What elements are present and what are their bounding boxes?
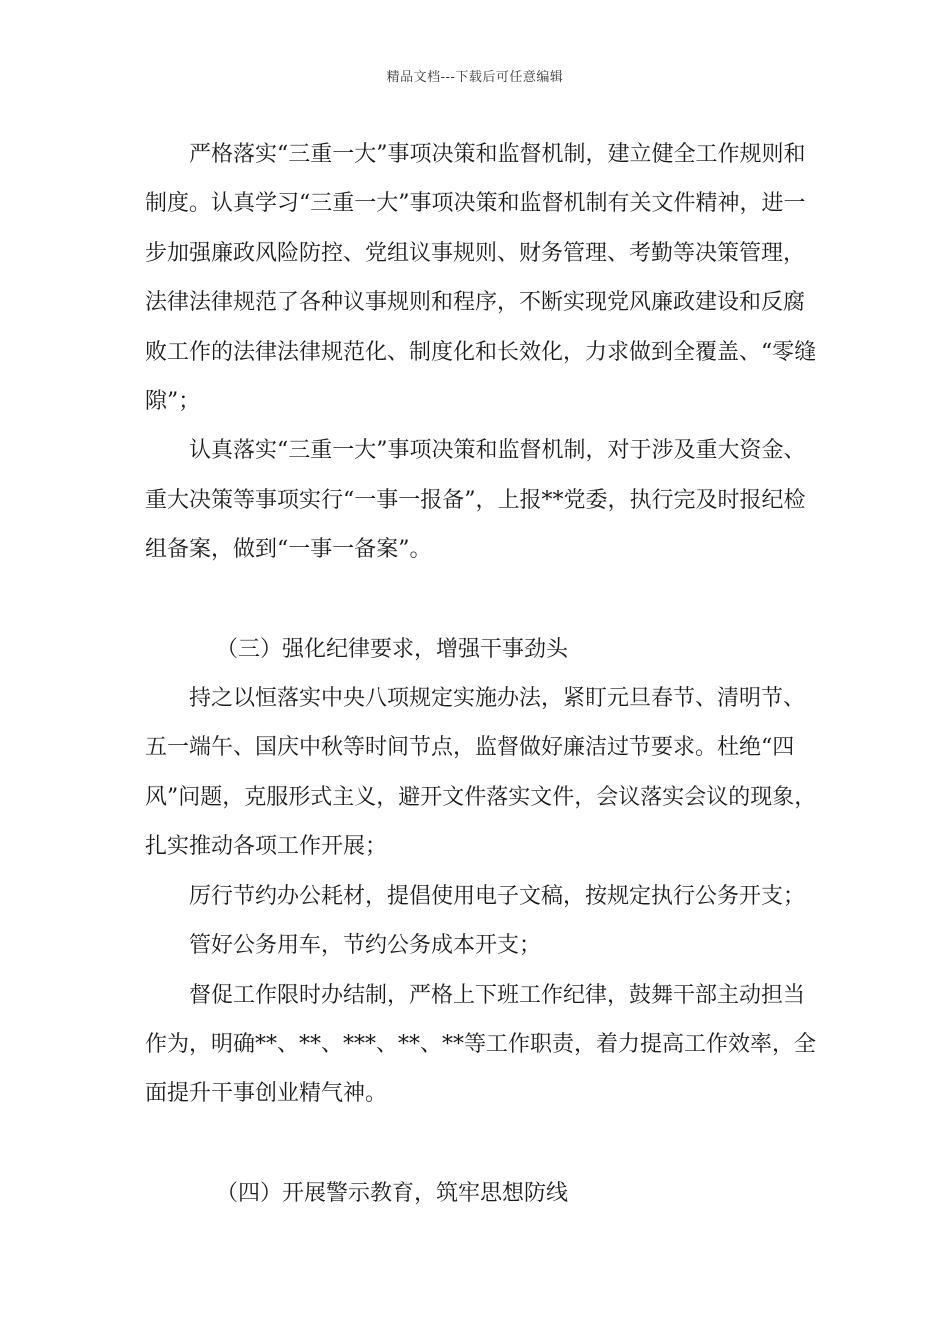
section-heading-3: （三）强化纪律要求，增强干事劲头 (216, 636, 569, 662)
page-header: 精品文档---下载后可任意编辑 (386, 70, 564, 85)
paragraph-eight-rules: 持之以恒落实中央八项规定实施办法，紧盯元旦春节、清明节、五一端午、国庆中秋等时间节点，监督做好廉洁过节要求。杜绝“四风”问题，克服形式主义，避开文件落实文件，会议落实会议的现象，扎实推动各项工作开展； (145, 686, 817, 860)
paragraph-three-important-one-large: 严格落实“三重一大”事项决策和监督机制，建立健全工作规则和制度。认真学习“三重一大”事项决策和监督机制有关文件精神，进一步加强廉政风险防控、党组议事规则、财务管理、考勤等决策管理，法律法律规范了各种议事规则和程序，不断实现党风廉政建设和反腐败工作的法律法律规范化、制度化和长效化，力求做到全覆盖、“零缝隙”； (145, 142, 817, 415)
document-body (145, 130, 825, 1218)
paragraph-work-discipline: 督促工作限时办结制，严格上下班工作纪律，鼓舞干部主动担当作为，明确**、**、***、**、**等工作职责，着力提高工作效率，全面提升干事创业精气神。 (145, 982, 817, 1107)
paragraph-office-supplies: 厉行节约办公耗材，提倡使用电子文稿，按规定执行公务开支； (189, 883, 806, 909)
paragraph-one-matter-one-report: 认真落实“三重一大”事项决策和监督机制，对于涉及重大资金、重大决策等事项实行“一事一报备”，上报**党委，执行完及时报纪检组备案，做到“一事一备案”。 (145, 438, 806, 563)
section-heading-4: （四）开展警示教育，筑牢思想防线 (216, 1180, 569, 1206)
blank-line (145, 575, 825, 625)
blank-line (145, 1119, 825, 1169)
paragraph-official-vehicles: 管好公务用车，节约公务成本开支； (189, 933, 542, 959)
